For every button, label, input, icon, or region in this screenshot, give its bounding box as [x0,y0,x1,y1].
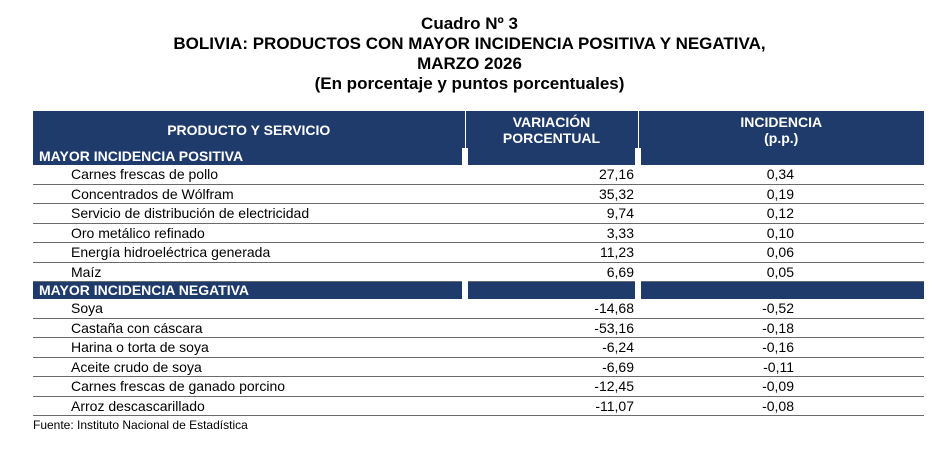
product-name: Carnes frescas de pollo [33,165,465,184]
variation-value: -53,16 [465,318,638,338]
variation-value: 35,32 [465,184,638,204]
product-name: Carnes frescas de ganado porcino [33,377,465,397]
table-row [33,223,924,243]
header-product: PRODUCTO Y SERVICIO [33,111,465,148]
table-body [33,148,924,416]
incidence-value: 0,12 [638,204,924,224]
table-row [33,338,924,358]
product-name: Soya [33,299,465,318]
variation-value: -6,24 [465,338,638,358]
table-period: MARZO 2026 [417,54,522,73]
section-cell-blank [638,148,924,165]
incidence-value: 0,10 [638,223,924,243]
incidence-value: -0,08 [638,396,924,416]
header-incidence [638,111,924,148]
product-name: Oro metálico refinado [33,223,465,243]
product-name: Servicio de distribución de electricidad [33,204,465,224]
incidence-value: -0,52 [638,299,924,318]
table-row [33,165,924,184]
table-row [33,262,924,282]
product-name: Energía hidroeléctrica generada [33,243,465,263]
source-note: Fuente: Instituto Nacional de Estadística [33,418,248,432]
header-variation-line2: PORCENTUAL [502,129,601,146]
incidence-value: 0,34 [638,165,924,184]
incidence-value: -0,18 [638,318,924,338]
section-negative [33,282,924,300]
header-variation [465,111,638,148]
header-row [33,111,924,148]
section-cell-blank [638,282,924,300]
table-row [33,396,924,416]
table-row [33,243,924,263]
section-label: MAYOR INCIDENCIA NEGATIVA [33,282,465,300]
variation-value: 11,23 [465,243,638,263]
incidence-value: 0,19 [638,184,924,204]
variation-value: -6,69 [465,357,638,377]
incidence-value: -0,16 [638,338,924,358]
product-name: Concentrados de Wólfram [33,184,465,204]
section-positive [33,148,924,165]
table-units: (En porcentaje y puntos porcentuales) [314,74,625,93]
table-row [33,204,924,224]
incidence-value: 0,06 [638,243,924,263]
product-name: Aceite crudo de soya [33,357,465,377]
table-row [33,299,924,318]
variation-value: 3,33 [465,223,638,243]
product-name: Maíz [33,262,465,282]
header-incidence-line2: (p.p.) [764,129,799,146]
header-incidence-line1: INCIDENCIA [740,113,823,130]
table-row [33,377,924,397]
table-row [33,184,924,204]
variation-value: -12,45 [465,377,638,397]
variation-value: -11,07 [465,396,638,416]
variation-value: 9,74 [465,204,638,224]
table-number: Cuadro Nº 3 [421,14,518,33]
table-title: BOLIVIA: PRODUCTOS CON MAYOR INCIDENCIA POSITIVA Y NEGATIVA, [173,34,766,53]
section-cell-blank [465,148,638,165]
variation-value: 6,69 [465,262,638,282]
table-row [33,357,924,377]
variation-value: -14,68 [465,299,638,318]
product-name: Arroz descascarillado [33,396,465,416]
table-row [33,318,924,338]
header-variation-line1: VARIACIÓN [512,113,591,130]
incidence-value: -0,11 [638,357,924,377]
incidence-value: -0,09 [638,377,924,397]
section-cell-blank [465,282,638,300]
product-name: Harina o torta de soya [33,338,465,358]
variation-value: 27,16 [465,165,638,184]
incidence-value: 0,05 [638,262,924,282]
section-label: MAYOR INCIDENCIA POSITIVA [33,148,465,165]
product-name: Castaña con cáscara [33,318,465,338]
incidence-table [33,111,924,416]
table-title-block [0,14,939,94]
